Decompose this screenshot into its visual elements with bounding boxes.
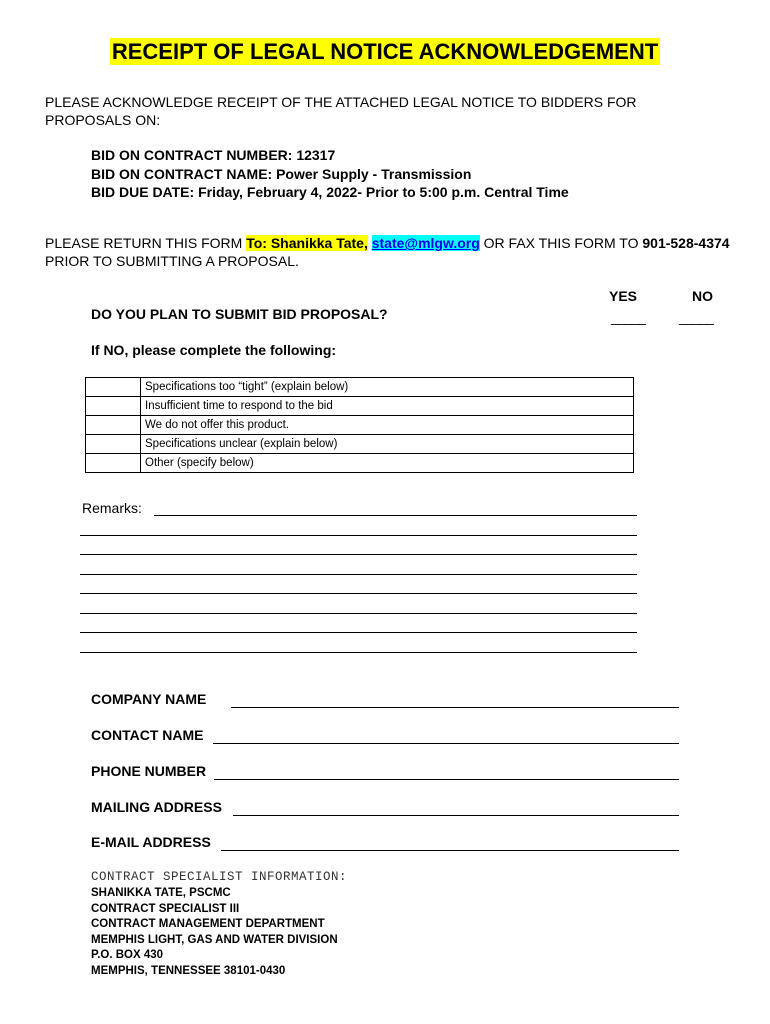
reasons-table bbox=[85, 377, 634, 473]
reason-label: Specifications unclear (explain below) bbox=[141, 435, 634, 454]
specialist-info bbox=[91, 886, 338, 979]
bid-info bbox=[91, 146, 569, 202]
if-no-heading: If NO, please complete the following: bbox=[91, 342, 337, 358]
remarks-line[interactable] bbox=[154, 515, 637, 516]
remarks-line[interactable] bbox=[80, 535, 637, 536]
intro-text: PLEASE ACKNOWLEDGE RECEIPT OF THE ATTACHED LEGAL NOTICE TO BIDDERS FOR PROPOSALS ON: bbox=[45, 94, 637, 128]
return-middle: OR FAX THIS FORM TO bbox=[479, 235, 643, 251]
reason-checkbox[interactable] bbox=[86, 378, 141, 397]
specialist-line: P.O. BOX 430 bbox=[91, 949, 164, 961]
yes-blank[interactable]: _____ bbox=[611, 309, 645, 325]
mailing-address-label: MAILING ADDRESS bbox=[91, 799, 222, 815]
remarks-line[interactable] bbox=[80, 613, 637, 614]
contract-number: BID ON CONTRACT NUMBER: 12317 bbox=[91, 147, 336, 163]
bid-due-date: BID DUE DATE: Friday, February 4, 2022- Prior to 5:00 p.m. Central Time bbox=[91, 184, 569, 200]
reason-label: Other (specify below) bbox=[141, 454, 634, 473]
remarks-line[interactable] bbox=[80, 593, 637, 594]
bid-proposal-question: DO YOU PLAN TO SUBMIT BID PROPOSAL? bbox=[91, 306, 388, 322]
contact-name-field[interactable] bbox=[213, 743, 679, 744]
reason-label: Specifications too “tight” (explain below) bbox=[141, 378, 634, 397]
remarks-line[interactable] bbox=[80, 574, 637, 575]
email-address-field[interactable] bbox=[221, 850, 679, 851]
company-name-field[interactable] bbox=[231, 707, 679, 708]
table-row bbox=[86, 435, 634, 454]
company-name-label: COMPANY NAME bbox=[91, 691, 207, 707]
no-label: NO bbox=[692, 288, 713, 304]
specialist-line: CONTRACT MANAGEMENT DEPARTMENT bbox=[91, 918, 325, 930]
return-to: To: Shanikka Tate, bbox=[246, 235, 368, 251]
table-row bbox=[86, 454, 634, 473]
remarks-label: Remarks: bbox=[82, 500, 142, 516]
reason-checkbox[interactable] bbox=[86, 416, 141, 435]
email-link[interactable]: state@mlgw.org bbox=[371, 235, 480, 251]
phone-number-field[interactable] bbox=[214, 779, 679, 780]
specialist-line: SHANIKKA TATE, PSCMC bbox=[91, 887, 231, 899]
reason-checkbox[interactable] bbox=[86, 454, 141, 473]
table-row bbox=[86, 397, 634, 416]
table-row bbox=[86, 378, 634, 397]
return-prefix: PLEASE RETURN THIS FORM bbox=[45, 235, 247, 251]
contract-name: BID ON CONTRACT NAME: Power Supply - Transmission bbox=[91, 165, 472, 182]
specialist-line: CONTRACT SPECIALIST III bbox=[91, 902, 240, 915]
phone-number-label: PHONE NUMBER bbox=[91, 763, 207, 779]
return-suffix: PRIOR TO SUBMITTING A PROPOSAL. bbox=[45, 253, 299, 269]
specialist-line: MEMPHIS, TENNESSEE 38101-0430 bbox=[91, 964, 286, 977]
email-address-label: E-MAIL ADDRESS bbox=[91, 834, 211, 850]
reason-label: Insufficient time to respond to the bid bbox=[141, 397, 634, 416]
fax-number: 901-528-4374 bbox=[642, 235, 730, 251]
contact-name-label: CONTACT NAME bbox=[91, 727, 204, 743]
remarks-line[interactable] bbox=[80, 652, 637, 653]
remarks-line[interactable] bbox=[80, 632, 637, 633]
specialist-line: MEMPHIS LIGHT, GAS AND WATER DIVISION bbox=[91, 933, 338, 946]
remarks-line[interactable] bbox=[80, 554, 637, 555]
table-row bbox=[86, 416, 634, 435]
return-instructions bbox=[45, 234, 735, 270]
reason-checkbox[interactable] bbox=[86, 397, 141, 416]
yes-label: YES bbox=[609, 288, 638, 304]
reason-label: We do not offer this product. bbox=[141, 416, 634, 435]
page-title: RECEIPT OF LEGAL NOTICE ACKNOWLEDGEMENT bbox=[111, 39, 659, 64]
no-blank[interactable]: _____ bbox=[679, 309, 713, 325]
specialist-heading: CONTRACT SPECIALIST INFORMATION: bbox=[91, 870, 348, 884]
mailing-address-field[interactable] bbox=[233, 815, 679, 816]
reason-checkbox[interactable] bbox=[86, 435, 141, 454]
